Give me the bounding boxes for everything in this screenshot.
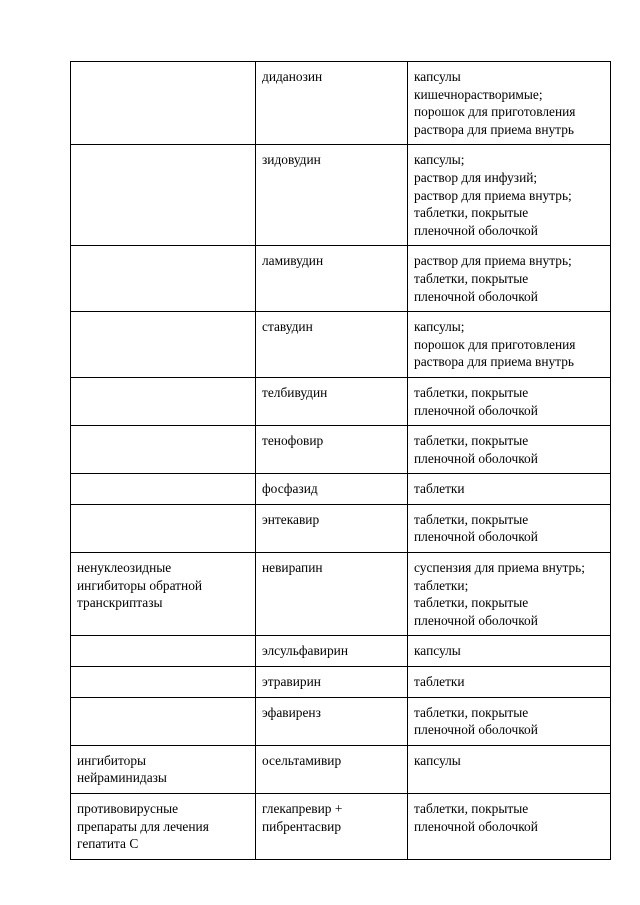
group-cell (71, 474, 256, 505)
drug-name-cell: зидовудин (256, 145, 408, 246)
table-row (71, 553, 611, 636)
table-row (71, 62, 611, 145)
drug-name-cell: фосфазид (256, 474, 408, 505)
drug-name-cell: невирапин (256, 553, 408, 636)
dosage-form-cell: таблетки, покрытые пленочной оболочкой (408, 377, 611, 425)
table-row (71, 667, 611, 698)
dosage-form-cell: таблетки, покрытые пленочной оболочкой (408, 426, 611, 474)
group-cell (71, 636, 256, 667)
drug-name-cell: ставудин (256, 312, 408, 378)
group-cell: ненуклеозидные ингибиторы обратной транскриптазы (71, 553, 256, 636)
table-row (71, 377, 611, 425)
dosage-form-cell: таблетки, покрытые пленочной оболочкой (408, 697, 611, 745)
drug-name-cell: глекапревир + пибрентасвир (256, 794, 408, 860)
table-row (71, 426, 611, 474)
dosage-form-cell: суспензия для приема внутрь; таблетки; таблетки, покрытые пленочной оболочкой (408, 553, 611, 636)
group-cell (71, 246, 256, 312)
dosage-form-cell: капсулы (408, 636, 611, 667)
dosage-form-cell: таблетки (408, 474, 611, 505)
drug-name-cell: тенофовир (256, 426, 408, 474)
group-cell: противовирусные препараты для лечения гепатита С (71, 794, 256, 860)
group-cell (71, 667, 256, 698)
group-cell (71, 62, 256, 145)
table-row (71, 794, 611, 860)
table-row (71, 145, 611, 246)
dosage-form-cell: капсулы кишечнорастворимые; порошок для приготовления раствора для приема внутрь (408, 62, 611, 145)
drug-name-cell: диданозин (256, 62, 408, 145)
group-cell (71, 426, 256, 474)
drug-table-body (71, 62, 611, 860)
dosage-form-cell: капсулы; раствор для инфузий; раствор для приема внутрь; таблетки, покрытые пленочной оболочкой (408, 145, 611, 246)
group-cell (71, 312, 256, 378)
group-cell (71, 504, 256, 552)
table-row (71, 636, 611, 667)
drug-name-cell: элсульфавирин (256, 636, 408, 667)
drug-name-cell: этравирин (256, 667, 408, 698)
drug-name-cell: осельтамивир (256, 745, 408, 793)
drug-name-cell: эфавиренз (256, 697, 408, 745)
table-row (71, 246, 611, 312)
table-row (71, 697, 611, 745)
table-row (71, 312, 611, 378)
drug-name-cell: энтекавир (256, 504, 408, 552)
group-cell (71, 145, 256, 246)
table-row (71, 504, 611, 552)
group-cell: ингибиторы нейраминидазы (71, 745, 256, 793)
group-cell (71, 377, 256, 425)
dosage-form-cell: таблетки, покрытые пленочной оболочкой (408, 794, 611, 860)
group-cell (71, 697, 256, 745)
drug-name-cell: телбивудин (256, 377, 408, 425)
drug-table (70, 61, 611, 860)
table-row (71, 474, 611, 505)
dosage-form-cell: таблетки, покрытые пленочной оболочкой (408, 504, 611, 552)
dosage-form-cell: таблетки (408, 667, 611, 698)
dosage-form-cell: раствор для приема внутрь; таблетки, покрытые пленочной оболочкой (408, 246, 611, 312)
dosage-form-cell: капсулы (408, 745, 611, 793)
dosage-form-cell: капсулы; порошок для приготовления раствора для приема внутрь (408, 312, 611, 378)
drug-name-cell: ламивудин (256, 246, 408, 312)
table-row (71, 745, 611, 793)
